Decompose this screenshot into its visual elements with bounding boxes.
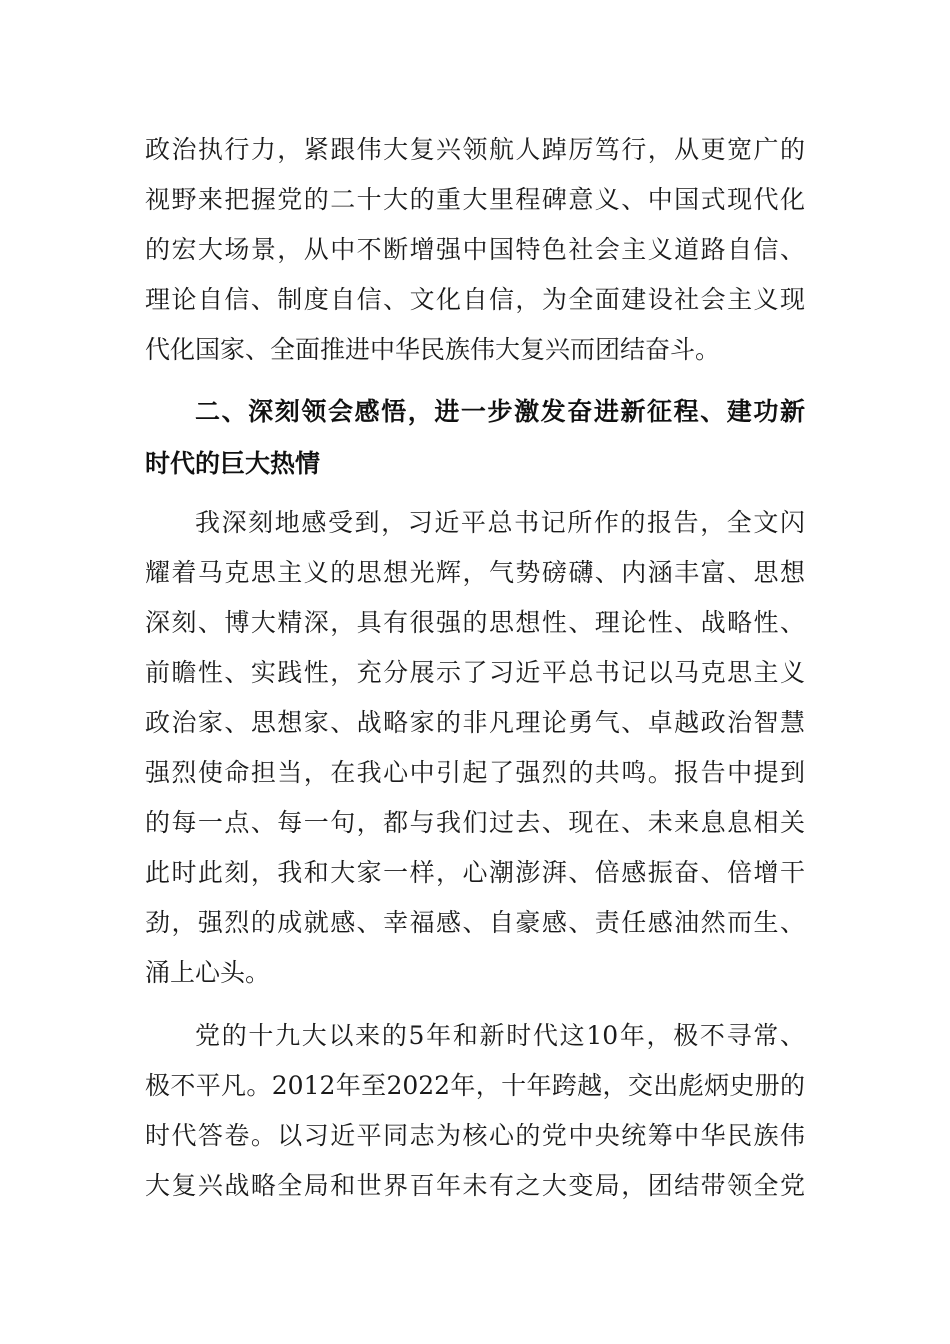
text-line: 党的十九大以来的5年和新时代这10年，极不寻常、 — [195, 1021, 805, 1050]
text-line: 强烈使命担当，在我心中引起了强烈的共鸣。报告中提到 — [145, 758, 805, 787]
text-line: 政治执行力，紧跟伟大复兴领航人踔厉笃行，从更宽广的 — [145, 135, 805, 164]
text-line: 前瞻性、实践性，充分展示了习近平总书记以马克思主义 — [145, 658, 805, 687]
text-line: 深刻、博大精深，具有很强的思想性、理论性、战略性、 — [145, 608, 805, 637]
text-line: 极不平凡。2012年至2022年，十年跨越，交出彪炳史册的 — [145, 1071, 805, 1100]
text-line: 大复兴战略全局和世界百年未有之大变局，团结带领全党 — [145, 1171, 805, 1200]
text-line: 代化国家、全面推进中华民族伟大复兴而团结奋斗。 — [145, 335, 721, 364]
heading-line: 时代的巨大热情 — [145, 449, 321, 478]
text-line: 理论自信、制度自信、文化自信，为全面建设社会主义现 — [145, 285, 805, 314]
heading-line: 二、深刻领会感悟，进一步激发奋进新征程、建功新 — [195, 397, 805, 426]
text-line: 我深刻地感受到，习近平总书记所作的报告，全文闪 — [195, 508, 805, 537]
text-line: 此时此刻，我和大家一样，心潮澎湃、倍感振奋、倍增干 — [145, 858, 805, 887]
text-line: 政治家、思想家、战略家的非凡理论勇气、卓越政治智慧 — [145, 708, 805, 737]
text-line: 的宏大场景，从中不断增强中国特色社会主义道路自信、 — [145, 235, 805, 264]
text-line: 劲，强烈的成就感、幸福感、自豪感、责任感油然而生、 — [145, 908, 805, 937]
text-line: 涌上心头。 — [145, 958, 271, 987]
text-line: 时代答卷。以习近平同志为核心的党中央统筹中华民族伟 — [145, 1121, 805, 1150]
text-line: 耀着马克思主义的思想光辉，气势磅礴、内涵丰富、思想 — [145, 558, 805, 587]
text-line: 视野来把握党的二十大的重大里程碑意义、中国式现代化 — [145, 185, 805, 214]
text-line: 的每一点、每一句，都与我们过去、现在、未来息息相关 — [145, 808, 805, 837]
